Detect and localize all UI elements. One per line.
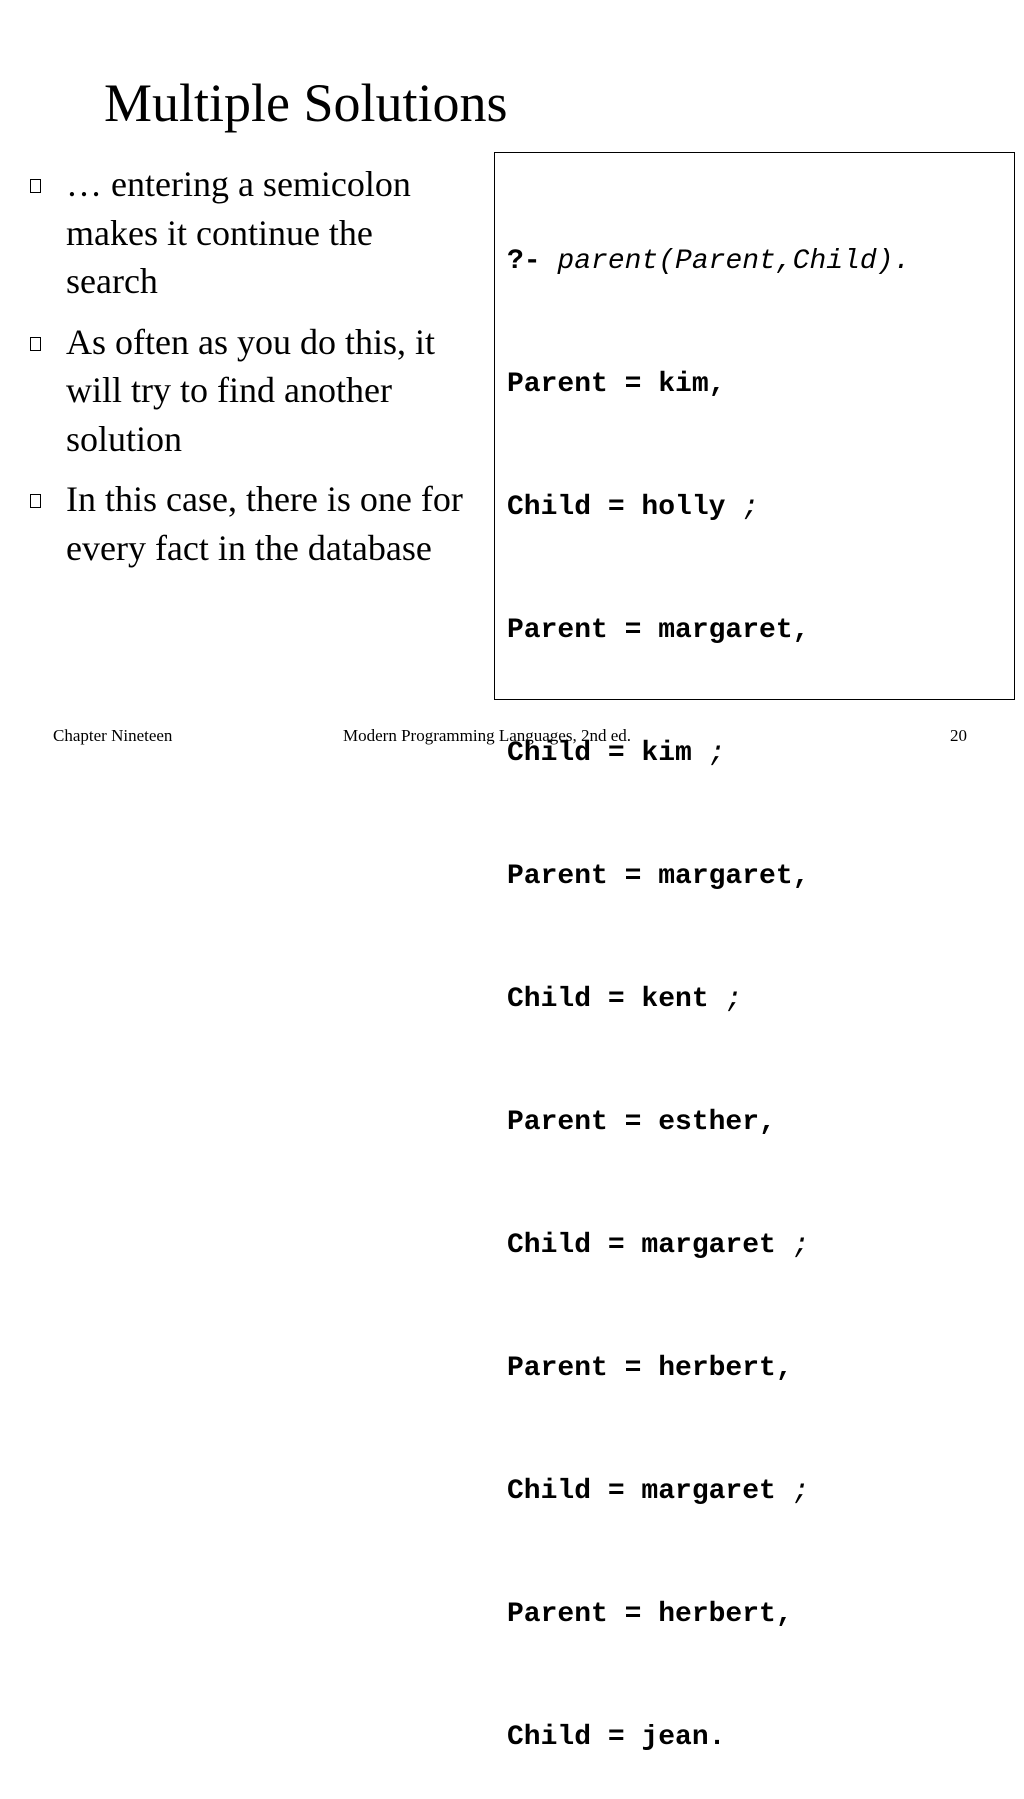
code-line-text: Parent = herbert, [507, 1599, 793, 1630]
code-output-line [507, 979, 1014, 1020]
bullet-item [28, 160, 468, 306]
code-output-line [507, 856, 1014, 897]
code-output-line [507, 1717, 1014, 1758]
bullet-list [28, 160, 468, 584]
footer-chapter: Chapter Nineteen [53, 726, 173, 745]
footer-page-number: 20 [950, 726, 967, 745]
query-text: parent(Parent,Child). [557, 246, 911, 277]
code-line-text: Child = kim [507, 738, 709, 769]
code-line-text: Child = jean. [507, 1722, 726, 1753]
code-line-text: Parent = margaret, [507, 861, 810, 892]
code-line-text: Child = margaret [507, 1476, 793, 1507]
code-line-suffix: ; [792, 1476, 810, 1507]
code-output-line [507, 1225, 1014, 1266]
code-line-text: Child = kent [507, 984, 726, 1015]
query-prompt: ?- [507, 246, 558, 277]
code-output-line [507, 487, 1014, 528]
code-output-line [507, 1348, 1014, 1389]
bullet-text: … entering a semicolon makes it continue the search [66, 164, 411, 301]
code-line-suffix: ; [792, 1230, 810, 1261]
slide-title: Multiple Solutions [104, 73, 508, 133]
code-line-text: Child = holly [507, 492, 743, 523]
footer-book-title: Modern Programming Languages, 2nd ed. [343, 726, 631, 745]
square-bullet-icon [30, 179, 41, 193]
code-output-line [507, 1471, 1014, 1512]
bullet-item [28, 318, 468, 464]
square-bullet-icon [30, 494, 41, 508]
square-bullet-icon [30, 337, 41, 351]
bullet-item [28, 475, 468, 572]
bullet-text: In this case, there is one for every fact in the database [66, 479, 463, 568]
code-output-line [507, 364, 1014, 405]
code-line-text: Parent = esther, [507, 1107, 776, 1138]
code-line-suffix: ; [708, 738, 726, 769]
code-line-suffix: ; [725, 984, 743, 1015]
code-output-line [507, 1594, 1014, 1635]
bullet-text: As often as you do this, it will try to find another solution [66, 321, 435, 459]
code-line-text: Parent = herbert, [507, 1353, 793, 1384]
code-output-line [507, 1102, 1014, 1143]
code-output-line [507, 610, 1014, 651]
code-line-suffix: ; [742, 492, 760, 523]
code-line-text: Parent = margaret, [507, 615, 810, 646]
code-line-text: Child = margaret [507, 1230, 793, 1261]
code-query-line [507, 241, 1014, 282]
code-line-text: Parent = kim, [507, 369, 726, 400]
